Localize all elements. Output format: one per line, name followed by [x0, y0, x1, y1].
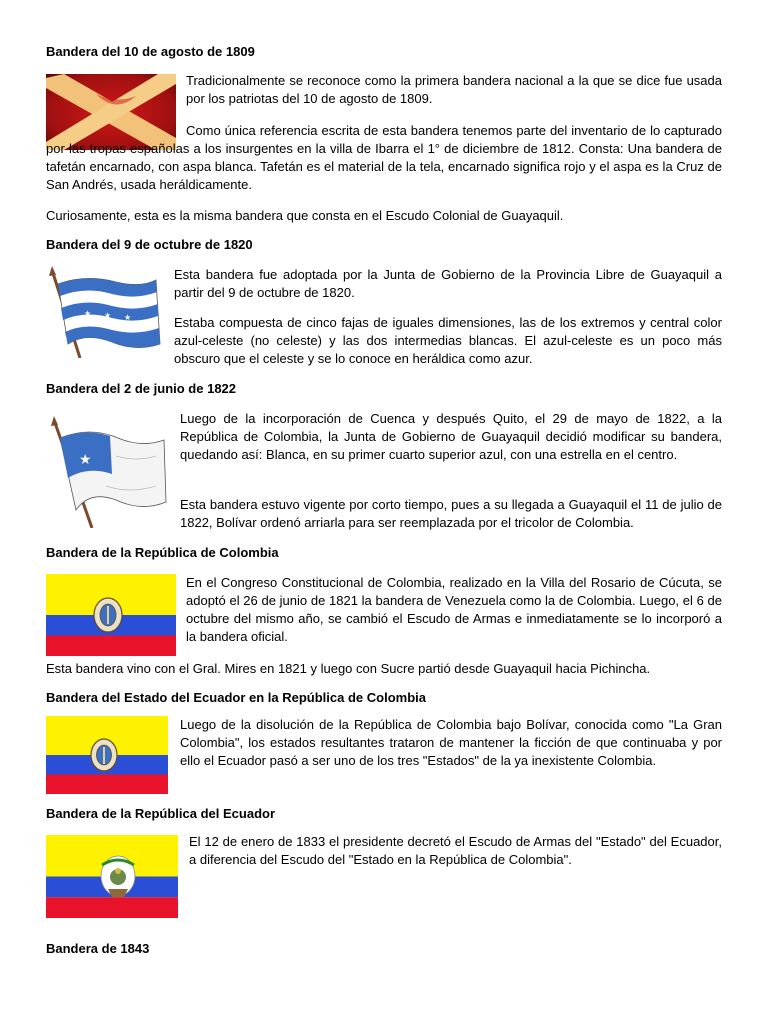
section-heading-1809: Bandera del 10 de agosto de 1809: [46, 44, 255, 59]
paragraph-colombia-2: Esta bandera vino con el Gral. Mires en 1821 y luego con Sucre partió desde Guayaquil hacia Pichincha.: [46, 661, 651, 676]
paragraph-1809-3: Curiosamente, esta es la misma bandera que consta en el Escudo Colonial de Guayaquil.: [46, 208, 564, 223]
section-heading-1822: Bandera del 2 de junio de 1822: [46, 381, 237, 396]
paragraph-1809-2: Como única referencia escrita de esta bandera tenemos parte del inventario de lo capturado por las tropas españolas a los insurgentes en la villa de Ibarra el 1° de diciembre de 1812. Consta: Una bandera de tafetán encarnado, con aspa blanca. Tafetán es el material de la tela, encarnado significa rojo y el aspa es la Cruz de San Andrés, usada heráldicamente.: [46, 123, 722, 192]
paragraph-estado-ecuador-1: Luego de la disolución de la República de Colombia bajo Bolívar, conocida como "La Gran Colombia", los estados resultantes trataron de mantener la ficción de que continuaba y por ello el Ecuador pasó a ser uno de los tres "Estados" de la ya inexistente Colombia.: [180, 717, 722, 768]
paragraph-republica-ecuador-1: El 12 de enero de 1833 el presidente decretó el Escudo de Armas del "Estado" del Ecuador, a diferencia del Escudo del "Estado en la República de Colombia".: [189, 834, 722, 867]
paragraph-1822-2: Esta bandera estuvo vigente por corto tiempo, pues a su llegada a Guayaquil el 11 de julio de 1822, Bolívar ordenó arriarla para ser reemplazada por el tricolor de Colombia.: [180, 497, 722, 530]
flag-estado-ecuador-image: [46, 716, 168, 794]
section-heading-1843: Bandera de 1843: [46, 941, 150, 956]
paragraph-1820-1: Esta bandera fue adoptada por la Junta de Gobierno de la Provincia Libre de Guayaquil a partir del 9 de octubre de 1820.: [174, 267, 722, 300]
paragraph-1809-1: Tradicionalmente se reconoce como la primera bandera nacional a la que se dice fue usada por los patriotas del 10 de agosto de 1809.: [186, 73, 722, 106]
section-heading-republica-ecuador: Bandera de la República del Ecuador: [46, 806, 276, 821]
section-heading-1820: Bandera del 9 de octubre de 1820: [46, 237, 253, 252]
flag-1822-image: [46, 416, 170, 528]
svg-text:★: ★: [124, 313, 132, 322]
paragraph-colombia-1: En el Congreso Constitucional de Colombia, realizado en la Villa del Rosario de Cúcuta, se adoptó el 26 de junio de 1821 la bandera de Venezuela como la de Colombia. Luego, el 6 de octubre del mismo año, se cambió el Escudo de Armas e inmediatamente se lo incorporó a la bandera oficial.: [186, 575, 722, 644]
svg-text:★: ★: [84, 309, 92, 318]
flag-republica-ecuador-image: [46, 835, 178, 918]
section-heading-estado-ecuador: Bandera del Estado del Ecuador en la República de Colombia: [46, 690, 426, 705]
svg-text:★: ★: [79, 452, 92, 468]
paragraph-1822-1: Luego de la incorporación de Cuenca y después Quito, el 29 de mayo de 1822, a la República de Colombia, la Junta de Gobierno de Guayaquil decidió modificar su bandera, quedando así: Blanca, en su primer cuarto superior azul, con una estrella en el centro.: [180, 411, 722, 462]
flag-colombia-image: [46, 574, 176, 656]
section-heading-colombia: Bandera de la República de Colombia: [46, 545, 279, 560]
paragraph-1820-2: Estaba compuesta de cinco fajas de iguales dimensiones, las de los extremos y central color azul-celeste (no celeste) y las dos intermedias blancas. El azul-celeste es un poco más obscuro que el celeste y se lo conoce en heráldica como azur.: [174, 315, 722, 366]
svg-text:★: ★: [104, 311, 112, 320]
flag-1820-image: [46, 266, 164, 358]
